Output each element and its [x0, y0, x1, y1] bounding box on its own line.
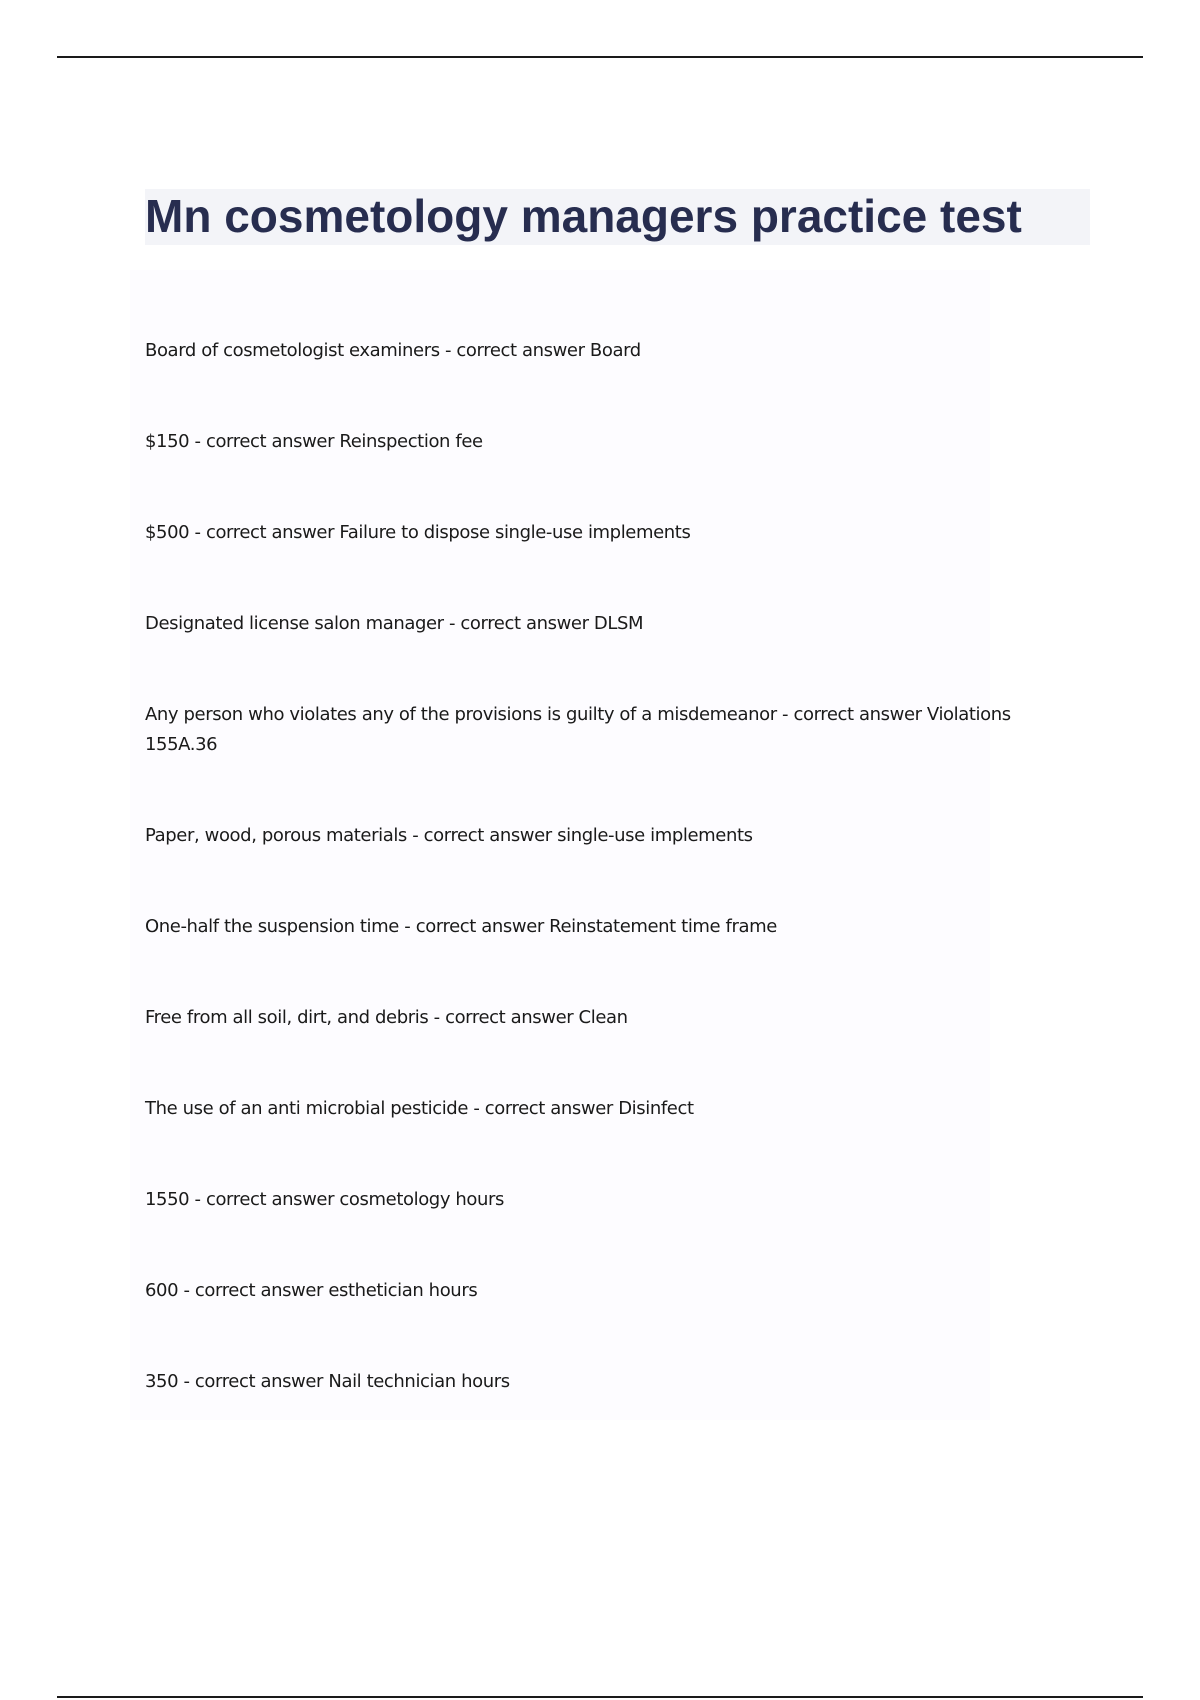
qa-item: 1550 - correct answer cosmetology hours — [145, 1189, 505, 1210]
qa-list — [145, 336, 1065, 1458]
top-rule — [57, 56, 1143, 58]
qa-item: 350 - correct answer Nail technician hours — [145, 1371, 510, 1392]
qa-item: One-half the suspension time - correct answer Reinstatement time frame — [145, 916, 777, 937]
qa-item: 600 - correct answer esthetician hours — [145, 1280, 478, 1301]
bottom-rule — [57, 1696, 1143, 1698]
qa-item: Free from all soil, dirt, and debris - correct answer Clean — [145, 1007, 628, 1028]
qa-item: Board of cosmetologist examiners - correct answer Board — [145, 340, 641, 361]
qa-item: $150 - correct answer Reinspection fee — [145, 431, 483, 452]
qa-item: The use of an anti microbial pesticide - correct answer Disinfect — [145, 1098, 694, 1119]
qa-item: Designated license salon manager - correct answer DLSM — [145, 613, 644, 634]
qa-item: $500 - correct answer Failure to dispose single-use implements — [145, 522, 691, 543]
qa-item: Paper, wood, porous materials - correct answer single-use implements — [145, 825, 753, 846]
qa-item: Any person who violates any of the provisions is guilty of a misdemeanor - correct answer Violations 155A.36 — [145, 704, 1011, 755]
page-title: Mn cosmetology managers practice test — [145, 190, 1022, 242]
